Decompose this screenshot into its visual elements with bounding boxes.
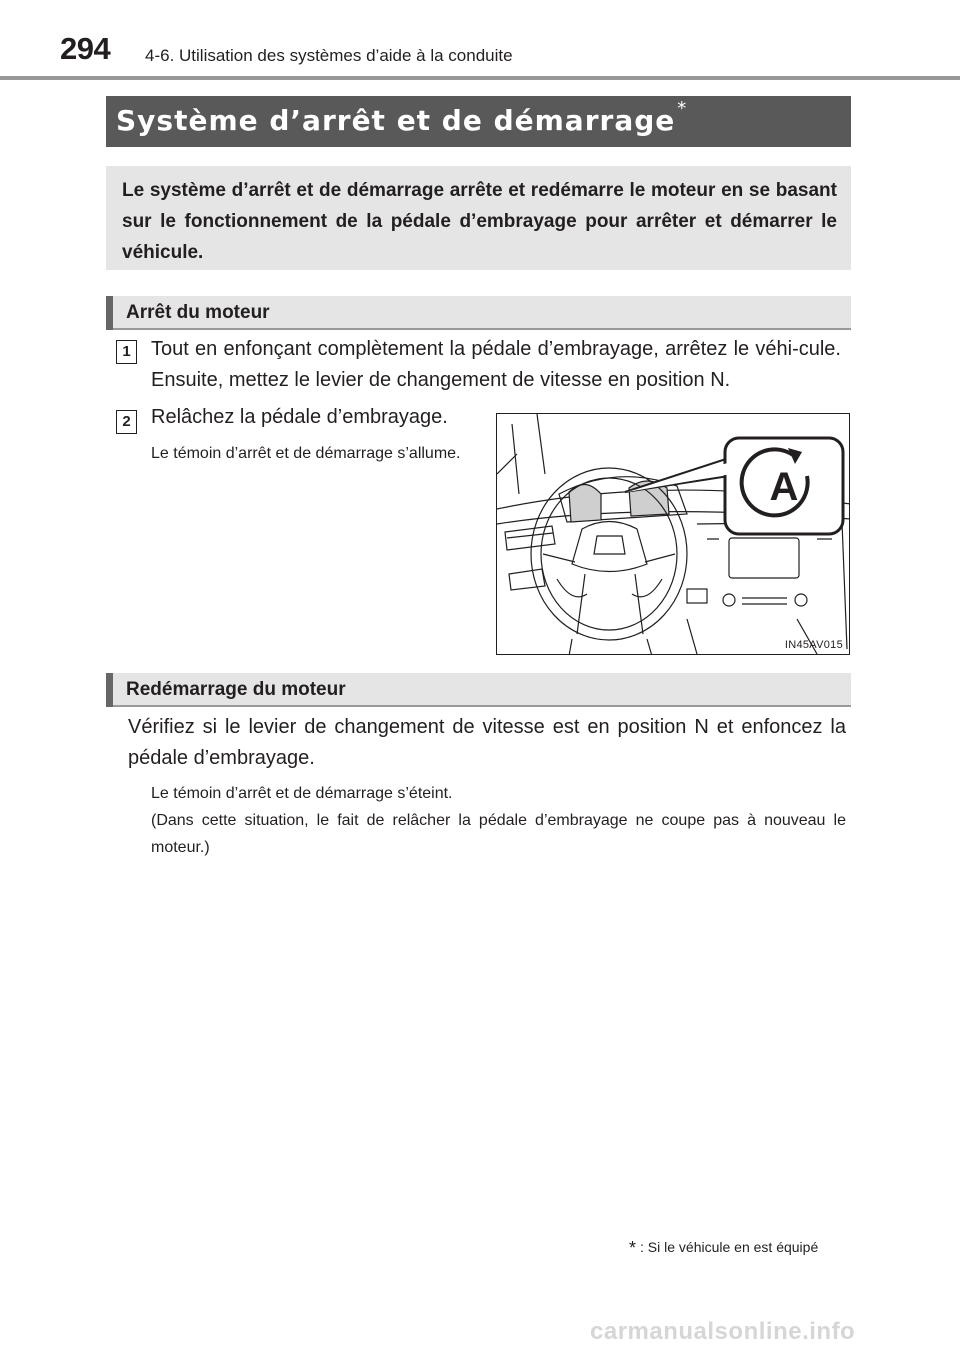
section-heading-stop xyxy=(106,296,851,330)
title-asterisk: * xyxy=(677,98,688,119)
dashboard-drawing xyxy=(497,414,850,655)
step-2-note: Le témoin d’arrêt et de démarrage s’allume. xyxy=(151,445,461,462)
page-title-bar xyxy=(106,96,851,147)
section-accent xyxy=(106,296,113,330)
indicator-letter: A xyxy=(769,465,799,509)
footnote xyxy=(629,1238,818,1259)
illustration-code: IN45AV015 xyxy=(784,639,843,651)
step-1-text: Tout en enfonçant complètement la pédale d’embrayage, arrêtez le véhi-cule. Ensuite, mettez le levier de changement de vitesse en position N. xyxy=(151,338,841,391)
section-heading-restart xyxy=(106,673,851,707)
section-accent xyxy=(106,673,113,707)
restart-note-2: (Dans cette situation, le fait de relâcher la pédale d’embrayage ne coupe pas à nouveau le moteur.) xyxy=(151,812,846,856)
page-title xyxy=(116,98,688,137)
header-divider xyxy=(0,76,960,80)
dashboard-illustration xyxy=(496,413,850,655)
intro-box xyxy=(106,166,851,270)
step-2-text: Relâchez la pédale d’embrayage. xyxy=(151,406,448,428)
step-badge-1: 1 xyxy=(116,340,137,364)
step-badge-2: 2 xyxy=(116,410,137,434)
footnote-asterisk: * xyxy=(629,1238,637,1258)
watermark: carmanualsonline.info xyxy=(590,1318,856,1345)
intro-text: Le système d’arrêt et de démarrage arrête et redémarre le moteur en se basant sur le fonctionnement de la pédale d’embrayage pour arrêter et démarrer le véhicule. xyxy=(122,180,837,263)
page-number: 294 xyxy=(60,31,111,66)
running-header: 4-6. Utilisation des systèmes d’aide à la conduite xyxy=(145,46,513,65)
section-heading-restart-label: Redémarrage du moteur xyxy=(126,679,346,700)
footnote-text: : Si le véhicule en est équipé xyxy=(640,1239,819,1255)
restart-note-1: Le témoin d’arrêt et de démarrage s’éteint. xyxy=(151,785,453,802)
page-title-text: Système d’arrêt et de démarrage xyxy=(116,104,676,137)
section-heading-stop-label: Arrêt du moteur xyxy=(126,302,270,323)
restart-text: Vérifiez si le levier de changement de vitesse est en position N et enfoncez la pédale d’embrayage. xyxy=(128,716,846,769)
